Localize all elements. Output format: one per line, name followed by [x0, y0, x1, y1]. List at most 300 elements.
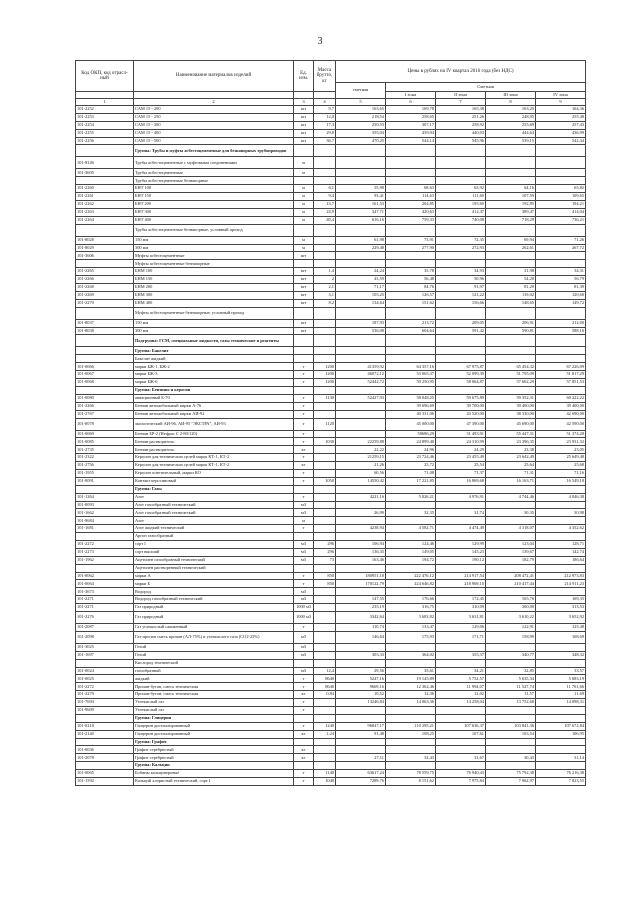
row-zone-price: [386, 746, 436, 754]
row-name: марки Б: [134, 580, 294, 588]
row-code: 101-2767: [76, 410, 134, 418]
row-code: [76, 335, 134, 347]
row-unit: т: [294, 525, 314, 533]
row-zone-price: 213,72: [386, 319, 436, 327]
row-zone-price: 71,37: [436, 469, 486, 477]
row-zone-price: [486, 485, 536, 493]
row-zone-price: 120,60: [536, 291, 586, 299]
row-estimate-price: [336, 714, 386, 722]
row-code: 101-3673: [76, 588, 134, 596]
row-zone-price: 23 642,49: [486, 454, 536, 462]
row-zone-price: 75 792,38: [486, 770, 536, 778]
row-mass: [314, 714, 336, 722]
row-estimate-price: [336, 588, 386, 596]
row-estimate-price: 60,56: [336, 469, 386, 477]
row-estimate-price: [336, 517, 386, 525]
row-name: 150 мм: [134, 236, 294, 244]
row-zone-price: [486, 588, 536, 596]
row-code: 101-3025: [76, 643, 134, 651]
row-mass: 1030: [314, 438, 336, 446]
row-zone-price: 64 357,16: [386, 363, 436, 371]
row-code: 101-2268: [76, 284, 134, 292]
row-estimate-price: [336, 430, 386, 438]
row-zone-price: 24 899,40: [386, 438, 436, 446]
row-code: [76, 738, 134, 746]
row-code: [76, 260, 134, 268]
row-mass: 40,4: [314, 216, 336, 224]
row-unit: т: [294, 477, 314, 485]
row-zone-price: [386, 169, 436, 177]
column-number: 1: [76, 99, 134, 106]
row-zone-price: 73,91: [386, 236, 436, 244]
row-zone-price: [436, 169, 486, 177]
row-zone-price: 224 646,82: [386, 580, 436, 588]
row-zone-price: [536, 707, 586, 715]
row-mass: 1,24: [314, 730, 336, 738]
row-zone-price: 176,66: [386, 596, 436, 604]
row-unit: м3: [294, 509, 314, 517]
row-unit: [294, 762, 314, 770]
row-name: БНТ 400: [134, 216, 294, 224]
row-zone-price: [536, 659, 586, 667]
row-zone-price: [386, 517, 436, 525]
row-code: 101-2087: [76, 623, 134, 631]
row-zone-price: 355,37: [436, 651, 486, 659]
table-row: [76, 623, 586, 631]
row-code: [76, 762, 134, 770]
row-zone-price: 33,57: [536, 667, 586, 675]
table-row: [76, 754, 586, 762]
row-zone-price: 19 145,89: [386, 675, 436, 683]
row-zone-price: [436, 714, 486, 722]
row-mass: [314, 454, 336, 462]
row-mass: [314, 643, 336, 651]
row-code: 101-2271: [76, 596, 134, 604]
row-zone-price: 123,04: [486, 540, 536, 548]
row-zone-price: 165,76: [486, 596, 536, 604]
row-name: Группа: Глицерин: [134, 714, 294, 722]
row-zone-price: 59 250,95: [386, 379, 436, 387]
row-estimate-price: 163,46: [336, 556, 386, 564]
row-zone-price: 103 841,36: [486, 722, 536, 730]
row-zone-price: 71,08: [386, 469, 436, 477]
row-mass: [314, 307, 336, 319]
table-row: [76, 177, 586, 185]
row-code: 101-3606: [76, 252, 134, 260]
row-code: 101-0062: [76, 572, 134, 580]
row-mass: [314, 501, 336, 509]
row-zone-price: 106,95: [536, 730, 586, 738]
row-zone-price: 84,76: [386, 284, 436, 292]
row-code: 101-0024: [76, 667, 134, 675]
row-zone-price: [536, 517, 586, 525]
table-row: [76, 291, 586, 299]
column-number: 6: [386, 99, 436, 106]
row-unit: шт: [294, 319, 314, 327]
row-name: Контакт керосиновый: [134, 477, 294, 485]
row-mass: [314, 169, 336, 177]
row-zone-price: 23,38: [486, 446, 536, 454]
table-row: [76, 193, 586, 201]
row-zone-price: [436, 157, 486, 169]
table-row: [76, 260, 586, 268]
row-zone-price: [386, 347, 436, 355]
row-zone-price: 272,93: [436, 244, 486, 252]
row-name: Подгруппа: ГСМ, специальные жидкости, газы технические и реагенты: [134, 335, 294, 347]
row-zone-price: [536, 347, 586, 355]
row-unit: шт: [294, 327, 314, 335]
row-name: Газ природный: [134, 604, 294, 612]
row-name: БНМ 100: [134, 268, 294, 276]
row-zone-price: 186,64: [536, 556, 586, 564]
row-mass: 9,4: [314, 193, 336, 201]
row-estimate-price: 229,48: [336, 244, 386, 252]
row-zone-price: 158,99: [486, 631, 536, 643]
row-unit: т: [294, 778, 314, 786]
row-zone-price: [536, 307, 586, 319]
row-estimate-price: 536,08: [336, 327, 386, 335]
row-unit: [294, 564, 314, 572]
row-mass: [314, 244, 336, 252]
row-unit: шт: [294, 121, 314, 129]
table-row: [76, 659, 586, 667]
row-mass: 1200: [314, 363, 336, 371]
row-zone-price: [436, 145, 486, 157]
row-zone-price: 267,72: [536, 244, 586, 252]
table-row: [76, 454, 586, 462]
row-name: Графит серебристый: [134, 754, 294, 762]
row-zone-price: 214 911,23: [536, 580, 586, 588]
group-row: [76, 714, 586, 722]
row-zone-price: [486, 169, 536, 177]
row-unit: т: [294, 623, 314, 631]
zone-2-header: II зона: [436, 92, 486, 99]
row-code: 101-2255: [76, 129, 134, 137]
table-row: [76, 113, 586, 121]
table-row: [76, 394, 586, 402]
row-code: 101-2276: [76, 611, 134, 623]
row-zone-price: 38 330,00: [486, 410, 536, 418]
row-mass: [314, 738, 336, 746]
row-name: Графит серебристый: [134, 746, 294, 754]
table-row: [76, 691, 586, 699]
row-estimate-price: 235,19: [336, 604, 386, 612]
row-zone-price: 39 700,00: [436, 402, 486, 410]
table-row: [76, 236, 586, 244]
row-name: Газ углекислый сжиженный: [134, 623, 294, 631]
row-code: 101-8146: [76, 157, 134, 169]
row-mass: 2,1: [314, 284, 336, 292]
group-row: [76, 335, 586, 347]
row-code: 101-9609: [76, 707, 134, 715]
row-estimate-price: 46072,12: [336, 371, 386, 379]
row-unit: м: [294, 517, 314, 525]
row-name: Бобины кальцинеровые: [134, 770, 294, 778]
row-zone-price: 39 400,00: [486, 402, 536, 410]
row-estimate-price: [336, 260, 386, 268]
row-mass: 850: [314, 572, 336, 580]
row-zone-price: [536, 169, 586, 177]
row-unit: т: [294, 454, 314, 462]
row-zone-price: 50,96: [436, 276, 486, 284]
row-name: Углекислый газ: [134, 707, 294, 715]
row-zone-price: 122,91: [486, 623, 536, 631]
row-unit: м: [294, 244, 314, 252]
row-zone-price: 25,64: [486, 462, 536, 470]
table-row: [76, 355, 586, 363]
row-name: Пропан-бутан, смесь техническая: [134, 691, 294, 699]
row-zone-price: 72,35: [436, 236, 486, 244]
table-row: [76, 208, 586, 216]
row-unit: м: [294, 201, 314, 209]
row-unit: м: [294, 208, 314, 216]
row-zone-price: [486, 501, 536, 509]
row-unit: шт: [294, 137, 314, 145]
row-estimate-price: [336, 410, 386, 418]
row-zone-price: 4 352,62: [536, 525, 586, 533]
row-zone-price: [436, 307, 486, 319]
row-zone-price: [386, 252, 436, 260]
row-unit: 1000 м3: [294, 604, 314, 612]
row-estimate-price: [336, 501, 386, 509]
row-zone-price: 7 962,97: [486, 778, 536, 786]
row-zone-price: 107 672,84: [536, 722, 586, 730]
row-zone-price: 300,00: [486, 604, 536, 612]
row-unit: [294, 659, 314, 667]
row-mass: 1050: [314, 477, 336, 485]
row-zone-price: 194,72: [386, 556, 436, 564]
row-zone-price: [436, 501, 486, 509]
row-unit: шт: [294, 291, 314, 299]
row-zone-price: 25 649,48: [536, 454, 586, 462]
row-code: 101-0065: [76, 770, 134, 778]
row-code: [76, 714, 134, 722]
row-zone-price: 414,04: [536, 208, 586, 216]
table-row: [76, 611, 586, 623]
table-row: [76, 683, 586, 691]
row-mass: [314, 533, 336, 541]
row-unit: т: [294, 722, 314, 730]
row-zone-price: [386, 355, 436, 363]
row-zone-price: 107,61: [436, 730, 486, 738]
row-zone-price: 114,63: [386, 193, 436, 201]
col-code-header: Код ОКП, код отрасл-ный: [76, 61, 134, 92]
table-row: [76, 643, 586, 651]
row-code: 101-0085: [76, 438, 134, 446]
row-name: Группа: Графит: [134, 738, 294, 746]
row-zone-price: [436, 347, 486, 355]
row-zone-price: 310,09: [436, 604, 486, 612]
row-name: Группа: Трубы и муфты асбестоцементные для безнапорных трубопроводов: [134, 145, 294, 157]
row-unit: кг: [294, 754, 314, 762]
row-name: Трубы асбестоцементные: [134, 169, 294, 177]
row-zone-price: 588,16: [536, 327, 586, 335]
row-name: Азот газообразный технический: [134, 509, 294, 517]
row-unit: т: [294, 469, 314, 477]
row-mass: [314, 347, 336, 355]
row-zone-price: [486, 738, 536, 746]
row-zone-price: 740,08: [436, 216, 486, 224]
row-mass: [314, 746, 336, 754]
row-estimate-price: [336, 418, 386, 430]
row-unit: [294, 145, 314, 157]
row-code: 101-2265: [76, 268, 134, 276]
row-zone-price: 4 976,91: [436, 493, 486, 501]
row-zone-price: 40 331,06: [386, 410, 436, 418]
row-zone-price: [386, 643, 436, 651]
row-zone-price: 52 099,39: [436, 371, 486, 379]
row-zone-price: 103,54: [486, 730, 536, 738]
table-row: [76, 722, 586, 730]
row-code: 101-2264: [76, 216, 134, 224]
row-zone-price: 175,93: [386, 631, 436, 643]
row-name: Бензин автомобильный марки АИ-92: [134, 410, 294, 418]
row-unit: т: [294, 418, 314, 430]
row-name: БНМ 200: [134, 284, 294, 292]
row-mass: 13,7: [314, 201, 336, 209]
row-name: САМ 15 - 250: [134, 113, 294, 121]
row-code: 101-0218: [76, 722, 134, 730]
row-name: сорт I: [134, 540, 294, 548]
row-zone-price: [386, 533, 436, 541]
row-unit: м3: [294, 651, 314, 659]
row-zone-price: [386, 588, 436, 596]
row-zone-price: 165,38: [436, 106, 486, 114]
row-zone-price: 32,35: [386, 509, 436, 517]
row-zone-price: 212,00: [536, 319, 586, 327]
row-mass: [314, 469, 336, 477]
column-number: 8: [486, 99, 536, 106]
row-name: марки А: [134, 572, 294, 580]
row-name: марки БЖ-1, БЖ-2: [134, 363, 294, 371]
row-zone-price: 412,47: [436, 208, 486, 216]
row-zone-price: [486, 517, 536, 525]
row-zone-price: [486, 659, 536, 667]
row-mass: [314, 355, 336, 363]
row-zone-price: [536, 145, 586, 157]
row-zone-price: 31,74: [436, 509, 486, 517]
row-mass: 1130: [314, 394, 336, 402]
row-estimate-price: 14550,42: [336, 477, 386, 485]
row-zone-price: [386, 762, 436, 770]
row-unit: м3: [294, 588, 314, 596]
row-zone-price: 142,74: [536, 548, 586, 556]
row-mass: [314, 651, 336, 659]
row-zone-price: [386, 335, 436, 347]
table-row: [76, 477, 586, 485]
row-zone-price: 736,21: [536, 216, 586, 224]
table-row: [76, 252, 586, 260]
row-zone-price: 51 374,28: [536, 430, 586, 438]
row-unit: м3: [294, 643, 314, 651]
row-zone-price: 255,69: [486, 121, 536, 129]
row-zone-price: 125,48: [536, 623, 586, 631]
row-mass: 8640: [314, 683, 336, 691]
row-name: Керосин для технических целей марок КТ-1, КТ-2: [134, 454, 294, 462]
row-name: Муфты асбестоцементные: [134, 252, 294, 260]
row-zone-price: 210 417,44: [486, 580, 536, 588]
row-code: 101-1962: [76, 556, 134, 564]
row-zone-price: [536, 564, 586, 572]
row-zone-price: [436, 177, 486, 185]
row-estimate-price: [336, 707, 386, 715]
row-code: 101-8037: [76, 319, 134, 327]
row-mass: 73: [314, 556, 336, 564]
row-unit: т: [294, 438, 314, 446]
table-row: [76, 604, 586, 612]
row-mass: [314, 145, 336, 157]
row-unit: шт: [294, 113, 314, 121]
row-mass: 17,3: [314, 121, 336, 129]
table-row: [76, 509, 586, 517]
row-name: Азот: [134, 517, 294, 525]
row-zone-price: [486, 347, 536, 355]
table-row: [76, 667, 586, 675]
row-zone-price: 340,77: [486, 651, 536, 659]
row-zone-price: [536, 588, 586, 596]
table-row: [76, 596, 586, 604]
row-estimate-price: 27,11: [336, 754, 386, 762]
row-mass: 1200: [314, 379, 336, 387]
row-mass: [314, 236, 336, 244]
row-mass: [314, 446, 336, 454]
row-zone-price: [486, 386, 536, 394]
row-mass: [314, 386, 336, 394]
row-zone-price: [386, 707, 436, 715]
row-name: марки БЖ-3: [134, 371, 294, 379]
row-unit: [294, 485, 314, 493]
table-row: [76, 268, 586, 276]
row-zone-price: 3 683,82: [386, 611, 436, 623]
table-row: [76, 379, 586, 387]
row-estimate-price: [336, 145, 386, 157]
row-zone-price: 440,03: [436, 129, 486, 137]
row-estimate-price: [336, 347, 386, 355]
row-code: 101-2756: [76, 462, 134, 470]
row-unit: м: [294, 236, 314, 244]
row-zone-price: 14 063,36: [386, 699, 436, 707]
row-zone-price: 59 675,89: [436, 394, 486, 402]
row-name: Гелий: [134, 651, 294, 659]
table-row: [76, 106, 586, 114]
row-zone-price: 7 975,84: [436, 778, 486, 786]
row-estimate-price: [336, 335, 386, 347]
row-zone-price: 121,22: [436, 291, 486, 299]
row-mass: [314, 596, 336, 604]
row-estimate-price: 9669,16: [336, 683, 386, 691]
row-mass: [314, 564, 336, 572]
row-mass: [314, 430, 336, 438]
row-unit: [294, 386, 314, 394]
row-name: Бензин растворитель: [134, 438, 294, 446]
row-zone-price: 76 940,43: [436, 770, 486, 778]
row-unit: т: [294, 572, 314, 580]
row-mass: [314, 631, 336, 643]
row-zone-price: [386, 738, 436, 746]
column-number: 4: [314, 99, 336, 106]
row-code: 101-2322: [76, 454, 134, 462]
row-name: Азот газообразный технический: [134, 501, 294, 509]
row-unit: шт: [294, 268, 314, 276]
row-unit: [294, 533, 314, 541]
row-zone-price: 539,15: [486, 137, 536, 145]
row-zone-price: 63,92: [436, 185, 486, 193]
row-zone-price: 172,45: [436, 596, 486, 604]
row-unit: м: [294, 185, 314, 193]
row-zone-price: [436, 588, 486, 596]
row-estimate-price: 41359,92: [336, 363, 386, 371]
table-row: [76, 319, 586, 327]
